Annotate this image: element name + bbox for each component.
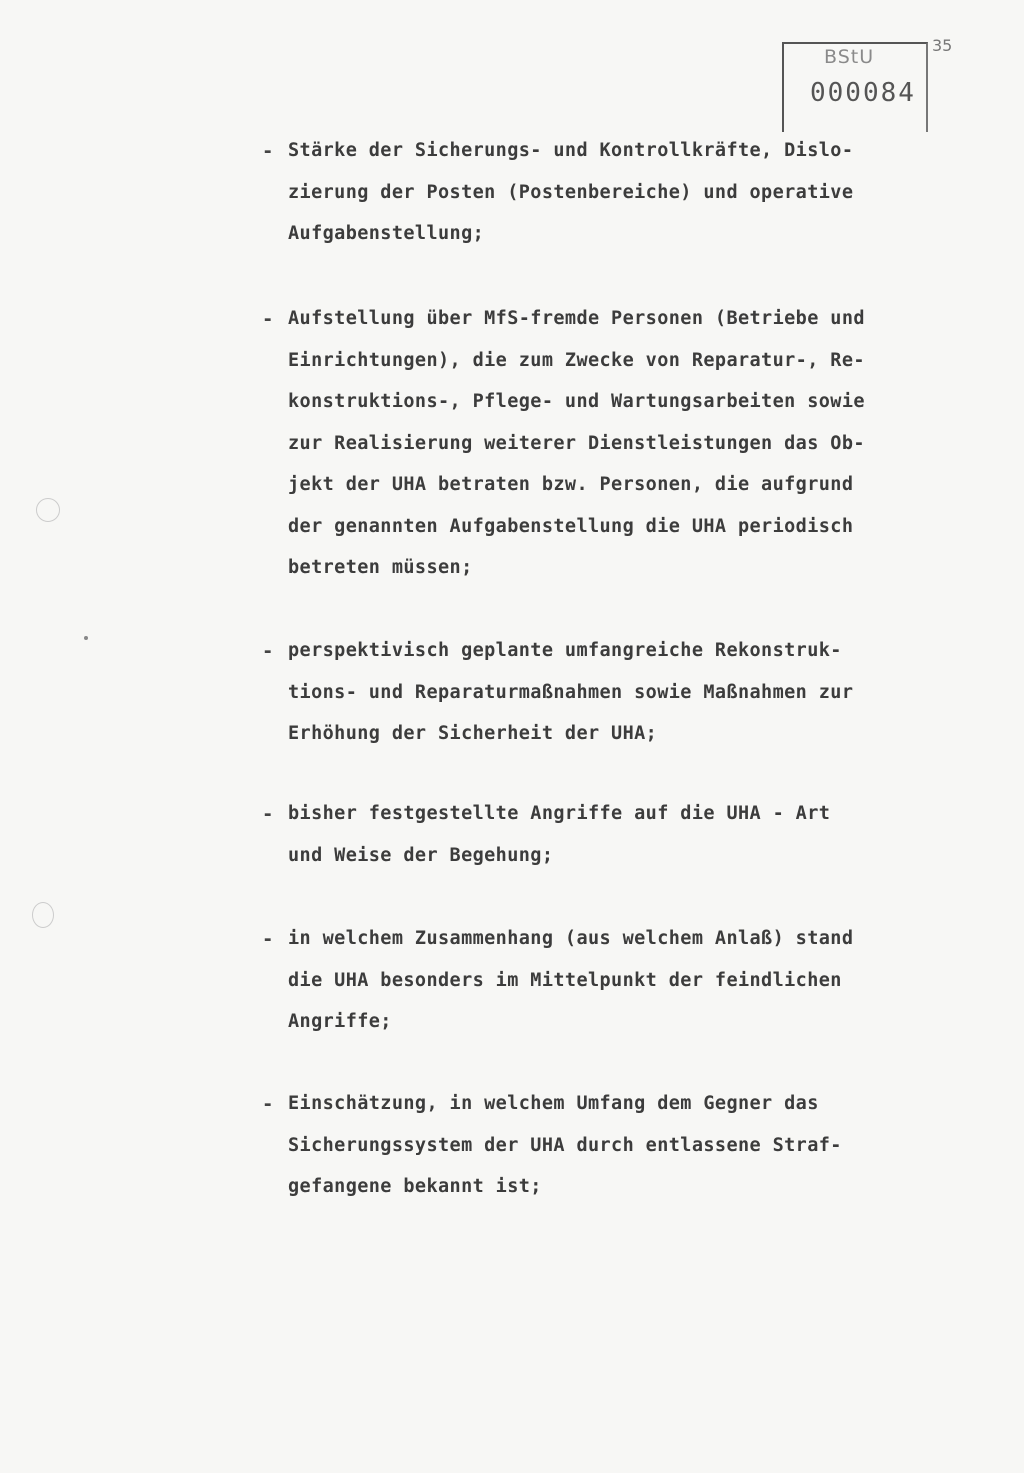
bullet-dash: - [262, 803, 274, 825]
bullet-item [262, 793, 962, 876]
bullet-text: perspektivisch geplante umfangreiche Rekonstruk- tions- und Reparaturmaßnahmen sowie Maßnahmen zur Erhöhung der Sicherheit der UHA; [288, 640, 854, 744]
bullet-text: bisher festgestellte Angriffe auf die UHA - Art und Weise der Begehung; [288, 803, 831, 866]
bullet-dash: - [262, 928, 274, 950]
stamp-number: 000084 [810, 78, 916, 108]
bullet-dash: - [262, 640, 274, 662]
bullet-text: in welchem Zusammenhang (aus welchem Anlaß) stand die UHA besonders im Mittelpunkt der feindlichen Angriffe; [288, 928, 854, 1032]
bullet-item [262, 918, 962, 1043]
bullet-text: Einschätzung, in welchem Umfang dem Gegner das Sicherungssystem der UHA durch entlassene Straf- gefangene bekannt ist; [288, 1093, 842, 1197]
bullet-dash: - [262, 308, 274, 330]
bullet-text: Aufstellung über MfS-fremde Personen (Betriebe und Einrichtungen), die zum Zwecke von Reparatur-, Re- konstruktions-, Pflege- und Wartungsarbeiten sowie zur Realisierung weiterer Dienstleistungen das Ob- jekt der UHA betraten bzw. Personen, die aufgrund der genannten Aufgabenstellung die UHA periodisch betreten müssen; [288, 308, 865, 578]
stamp-label: BStU [824, 46, 875, 68]
paper-speck [84, 636, 88, 640]
bullet-item [262, 1083, 962, 1208]
page-number: 35 [932, 36, 953, 55]
archive-stamp [782, 42, 928, 132]
bullet-item [262, 298, 962, 589]
bullet-item [262, 630, 962, 755]
bullet-text: Stärke der Sicherungs- und Kontrollkräfte, Dislo- zierung der Posten (Postenbereiche) und operative Aufgabenstellung; [288, 140, 854, 244]
punch-hole-bottom [32, 902, 54, 928]
punch-hole-top [36, 498, 60, 522]
bullet-dash: - [262, 140, 274, 162]
bullet-item [262, 130, 962, 255]
bullet-dash: - [262, 1093, 274, 1115]
